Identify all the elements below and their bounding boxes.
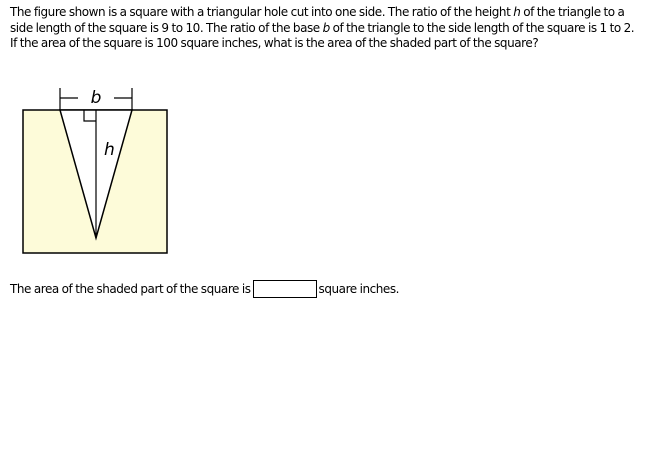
answer-row — [10, 278, 399, 300]
answer-suffix: square inches. — [318, 282, 400, 296]
height-variable: h — [513, 5, 521, 19]
question-part-3: of the triangle to the side length of the square is 1 to 2. If the area of the square is 100 square inches, what is the area of the shaded part of the square? — [10, 20, 635, 50]
question-part-1: The figure shown is a square with a triangular hole cut into one side. The ratio of the height — [10, 5, 514, 19]
question-part-2: of the triangle to a side length of the square is 9 to 10. The ratio of the base — [10, 5, 625, 35]
area-answer-input[interactable] — [253, 280, 317, 298]
base-label: b — [90, 88, 102, 108]
answer-prefix: The area of the shaded part of the square is — [10, 282, 251, 296]
base-variable: b — [322, 20, 330, 35]
height-label: h — [104, 140, 115, 160]
